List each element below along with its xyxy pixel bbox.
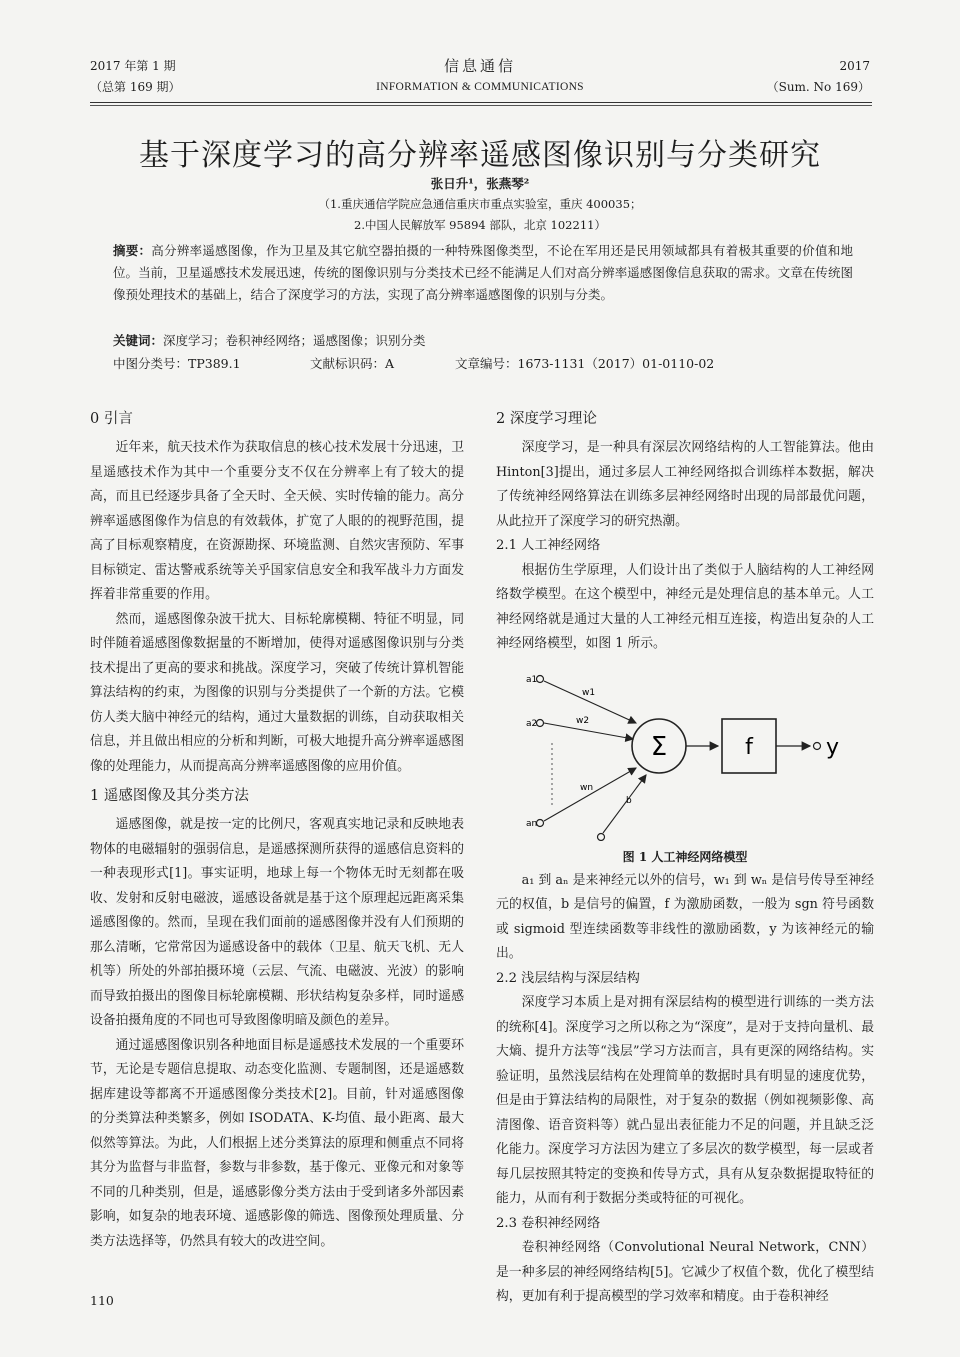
issue-sum: （Sum. No 169） bbox=[766, 80, 870, 94]
paragraph: 根据仿生学原理，人们设计出了类似于人脑结构的人工神经网络数学模型。在这个模型中，神经元是处理信息的基本单元。人工神经网络就是通过大量的人工神经元相互连接，构造出复杂的人工神经网络模型，如图 1 所示。 bbox=[496, 562, 874, 651]
weight-label-w1: w1 bbox=[582, 687, 596, 698]
input-node-an bbox=[537, 819, 544, 826]
left-column bbox=[90, 402, 464, 1254]
input-label-a2: a2 bbox=[526, 718, 538, 729]
input-label-a1: a1 bbox=[526, 674, 538, 685]
input-label-an: an bbox=[526, 818, 538, 829]
right-column bbox=[496, 402, 874, 1310]
paper-authors: 张日升¹，张燕琴² bbox=[430, 176, 530, 191]
weight-edge-wn bbox=[544, 768, 636, 821]
journal-name-en: INFORMATION & COMMUNICATIONS bbox=[376, 81, 584, 93]
paragraph: 卷积神经网络（Convolutional Neural Network，CNN）是一种多层的神经网络结构[5]。它减少了权值个数，优化了模型结构，更加有利于提高模型的学习效率和精度。由于卷积神经 bbox=[496, 1240, 874, 1304]
bias-label: b bbox=[626, 795, 632, 806]
paragraph: 遥感图像，就是按一定的比例尺，客观真实地记录和反映地表物体的电磁辐射的强弱信息，是遥感探测所获得的遥感信息资料的一种表现形式[1]。事实证明，地球上每一个物体无时无刻都在吸收、发射和反射电磁波，遥感设备就是基于这个原理起远距离采集遥感图像的。然而，呈现在我们面前的遥感图像并没有人们预期的那么清晰，它常常因为遥感设备中的载体（卫星、航天飞机、无人机等）所处的外部拍摄环境（云层、气流、电磁波、光波）的影响而导致拍摄出的图像目标轮廓模糊、形状结构复杂多样，同时遥感设备拍摄角度的不同也可导致图像明暗及颜色的差异。 bbox=[90, 817, 464, 1028]
weight-label-w2: w2 bbox=[576, 715, 590, 726]
section-heading-1: 1 遥感图像及其分类方法 bbox=[90, 788, 249, 804]
article-number: 文章编号：1673-1131（2017）01-0110-02 bbox=[455, 356, 715, 371]
subsection-heading-2-3: 2.3 卷积神经网络 bbox=[496, 1215, 601, 1231]
paragraph: 通过遥感图像识别各种地面目标是遥感技术发展的一个重要环节，无论是专题信息提取、动态变化监测、专题制图，还是遥感数据库建设等都离不开遥感图像分类技术[2]。目前，针对遥感图像的分类算法种类繁多，例如 ISODATA、K-均值、最小距离、最大似然等算法。为此，人们根据上述分类算法的原理和侧重点不同将其分为监督与非监督，参数与非参数，基于像元、亚像元和对象等不同的几种类别，但是，遥感影像分类方法由于受到诸多外部因素影响，如复杂的地表环境、遥感影像的筛选、图像预处理质量、分类方法选择等，仍然具有较大的改进空间。 bbox=[90, 1037, 464, 1249]
header-rule bbox=[90, 102, 872, 103]
neuron-diagram bbox=[496, 663, 874, 841]
keywords bbox=[113, 330, 853, 352]
section-heading-0: 0 引言 bbox=[90, 411, 133, 427]
affiliations bbox=[0, 194, 960, 236]
issue-total: （总第 169 期） bbox=[90, 80, 181, 94]
weight-label-wn: wn bbox=[580, 782, 594, 793]
bias-node bbox=[598, 833, 605, 840]
output-label: y bbox=[826, 734, 840, 760]
issue-info-right bbox=[767, 56, 870, 98]
journal-header bbox=[90, 56, 870, 100]
document-code: 文献标识码：A bbox=[310, 356, 395, 371]
paragraph: 深度学习本质上是对拥有深层结构的模型进行训练的一类方法的统称[4]。深度学习之所以称之为“深度”，是对于支持向量机、最大熵、提升方法等“浅层”学习方法而言，具有更深的网络结构。实验证明，虽然浅层结构在处理简单的数据时具有明显的速度优势，但是由于算法结构的局限性，对于复杂的数据（例如视频影像、高清图像、语音资料等）就凸显出表征能力不足的问题，并且缺乏泛化能力。深度学习方法因为建立了多层次的数学模型，每一层或者每几层按照其特定的变换和传导方式，具有从复杂数据提取特征的能力，从而有利于数据分类或特征的可视化。 bbox=[496, 995, 874, 1206]
subsection-heading-2-1: 2.1 人工神经网络 bbox=[496, 538, 601, 553]
classification-line bbox=[113, 353, 853, 375]
paragraph: a₁ 到 aₙ 是来神经元以外的信号，w₁ 到 wₙ 是信号传导至神经元的权值，b 是信号的偏置，f 为激励函数，一般为 sgn 符号函数或 sigmoid 型连续函数等非线性的激励函数，y 为该神经元的输出。 bbox=[496, 872, 874, 961]
neuron-model-figure bbox=[496, 663, 874, 841]
abstract-text: 高分辨率遥感图像，作为卫星及其它航空器拍摄的一种特殊图像类型，不论在军用还是民用领域都具有着极其重要的价值和地位。当前，卫星遥感技术发展迅速，传统的图像识别与分类技术已经不能满足人们对高分辨率遥感图像信息获取的需求。文章在传统图像预处理技术的基础上，结合了深度学习的方法，实现了高分辨率遥感图像的识别与分类。 bbox=[113, 243, 853, 302]
issue-year-right: 2017 bbox=[839, 59, 870, 73]
activation-label: f bbox=[745, 734, 753, 760]
sum-symbol: Σ bbox=[650, 731, 668, 762]
section-heading-2: 2 深度学习理论 bbox=[496, 411, 597, 427]
subsection-heading-2-2: 2.2 浅层结构与深层结构 bbox=[496, 970, 640, 986]
page-number: 110 bbox=[90, 1293, 114, 1308]
abstract-label: 摘要： bbox=[113, 243, 152, 258]
paragraph: 近年来，航天技术作为获取信息的核心技术发展十分迅速，卫星遥感技术作为其中一个重要分支不仅在分辨率上有了较大的提高，而且已经逐步具备了全天时、全天候、实时传输的能力。高分辨率遥感图像作为信息的有效载体，扩宽了人眼的的视野范围，提高了目标观察精度，在资源勘探、环境监测、自然灾害预防、军事目标锁定、雷达警戒系统等关乎国家信息安全和我军战斗力方面发挥着非常重要的作用。 bbox=[90, 440, 464, 602]
journal-name bbox=[90, 56, 870, 98]
paragraph: 深度学习，是一种具有深层次网络结构的人工智能算法。他由Hinton[3]提出，通过多层人工神经网络拟合训练样本数据，解决了传统神经网络算法在训练多层神经网络时出现的局部最优问题，从此拉开了深度学习的研究热潮。 bbox=[496, 440, 874, 529]
keywords-text: 深度学习；卷积神经网络；遥感图像；识别分类 bbox=[163, 333, 426, 348]
issue-year: 2017 年第 1 期 bbox=[90, 59, 176, 73]
abstract bbox=[113, 240, 853, 306]
affiliation-2: 2.中国人民解放军 95894 部队，北京 102211） bbox=[354, 218, 606, 232]
figure-caption: 图 1 人工神经网络模型 bbox=[622, 849, 748, 864]
affiliation-1: （1.重庆通信学院应急通信重庆市重点实验室，重庆 400035； bbox=[318, 197, 642, 211]
header-rule-thin bbox=[90, 105, 872, 106]
output-node bbox=[814, 742, 821, 749]
input-node-a2 bbox=[537, 719, 544, 726]
clc-number: 中图分类号：TP389.1 bbox=[113, 356, 241, 371]
journal-name-cn: 信息通信 bbox=[443, 57, 516, 75]
paper-title: 基于深度学习的高分辨率遥感图像识别与分类研究 bbox=[139, 138, 821, 173]
input-node-a1 bbox=[537, 675, 544, 682]
paragraph: 然而，遥感图像杂波干扰大、目标轮廓模糊、特征不明显，同时伴随着遥感图像数据量的不断增加，使得对遥感图像识别与分类技术提出了更高的要求和挑战。深度学习，突破了传统计算机智能算法结构的约束，为图像的识别与分类提供了一个新的方法。它模仿人类大脑中神经元的结构，通过大量数据的训练，自动获取相关信息，并且做出相应的分析和判断，可极大地提升高分辨率遥感图像的处理能力，从而提高高分辨率遥感图像的应用价值。 bbox=[90, 611, 464, 774]
keywords-label: 关键词： bbox=[113, 333, 164, 348]
